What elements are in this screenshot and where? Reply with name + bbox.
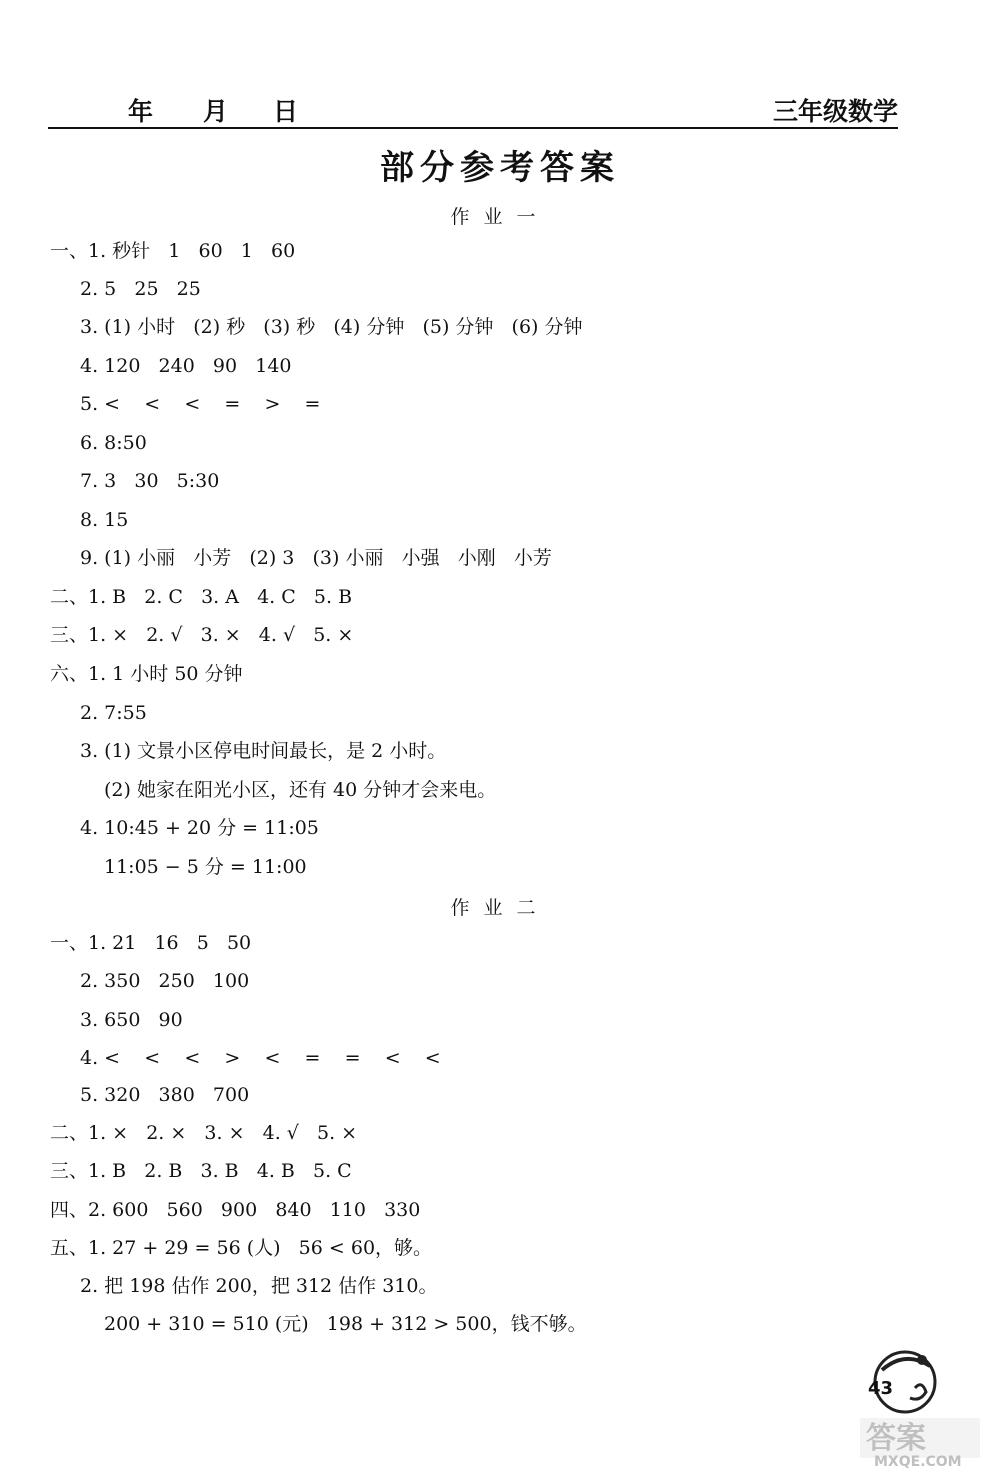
answer-line: 一、1. 21 16 5 50 <box>50 932 252 954</box>
answer-line: 6. 8:50 <box>80 432 147 454</box>
grade-subject-label: 三年级数学 <box>772 97 898 126</box>
answer-line: 3. (1) 文景小区停电时间最长，是 2 小时。 <box>80 740 447 762</box>
header-divider <box>48 127 898 129</box>
answer-line: 四、2. 600 560 900 840 110 330 <box>50 1199 421 1221</box>
answer-line: 9. (1) 小丽 小芳 (2) 3 (3) 小丽 小强 小刚 小芳 <box>80 547 552 569</box>
answer-line: 2. 把 198 估作 200，把 312 估作 310。 <box>80 1275 438 1297</box>
year-label: 年 <box>128 97 154 126</box>
page-title: 部分参考答案 <box>380 148 620 188</box>
answer-line: 7. 3 30 5:30 <box>80 470 220 492</box>
page-number: 43 <box>868 1378 894 1399</box>
answer-line: 3. 650 90 <box>80 1009 183 1031</box>
answer-line: (2) 她家在阳光小区，还有 40 分钟才会来电。 <box>104 779 497 801</box>
answer-line: 2. 5 25 25 <box>80 278 201 300</box>
page-badge-icon <box>860 1340 990 1470</box>
answer-line: 11:05 − 5 分 = 11:00 <box>104 856 307 878</box>
answer-line: 200 + 310 = 510 (元) 198 + 312 > 500，钱不够。 <box>104 1313 587 1335</box>
svg-text:答案: 答案 <box>866 1421 926 1456</box>
answer-line: 一、1. 秒针 1 60 1 60 <box>50 240 296 262</box>
answer-line: 4. 10:45 + 20 分 = 11:05 <box>80 817 319 839</box>
answer-line: 5. < < < = > = <box>80 393 321 415</box>
answer-line: 三、1. × 2. √ 3. × 4. √ 5. × <box>50 624 354 646</box>
svg-text:MXQE.COM: MXQE.COM <box>874 1454 962 1470</box>
answer-line: 二、1. × 2. × 3. × 4. √ 5. × <box>50 1122 358 1144</box>
section-title-homework-1: 作业一 <box>450 206 550 228</box>
day-label: 日 <box>273 97 299 126</box>
answer-line: 六、1. 1 小时 50 分钟 <box>50 663 243 685</box>
answer-line: 二、1. B 2. C 3. A 4. C 5. B <box>50 586 353 608</box>
answer-line: 5. 320 380 700 <box>80 1084 250 1106</box>
answer-line: 3. (1) 小时 (2) 秒 (3) 秒 (4) 分钟 (5) 分钟 (6) 分钟 <box>80 316 583 338</box>
answer-line: 三、1. B 2. B 3. B 4. B 5. C <box>50 1160 352 1182</box>
page-header <box>48 84 898 130</box>
answer-line: 4. 120 240 90 140 <box>80 355 292 377</box>
month-label: 月 <box>203 97 229 126</box>
answer-line: 2. 7:55 <box>80 702 147 724</box>
answer-line: 2. 350 250 100 <box>80 970 250 992</box>
answer-line: 4. < < < > < = = < < <box>80 1047 441 1069</box>
answer-line: 8. 15 <box>80 509 129 531</box>
section-title-homework-2: 作业二 <box>450 897 550 919</box>
answer-line: 五、1. 27 + 29 = 56 (人) 56 < 60，够。 <box>50 1237 433 1259</box>
